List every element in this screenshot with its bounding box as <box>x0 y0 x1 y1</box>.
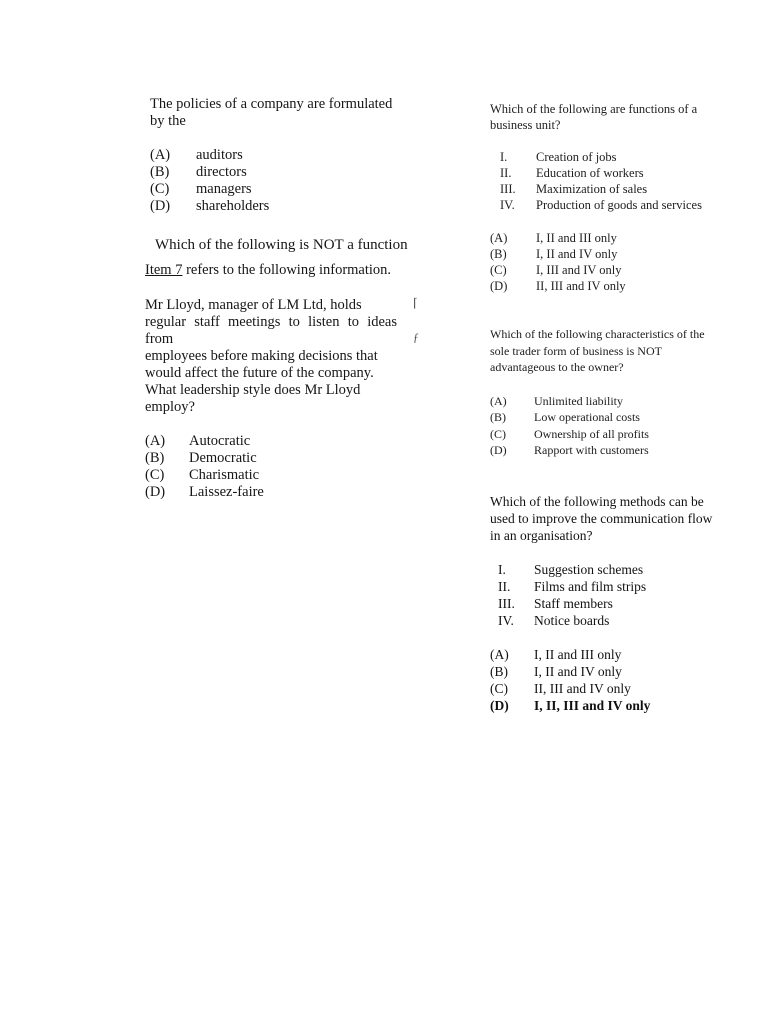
option-d <box>490 278 734 294</box>
option-a <box>490 393 730 410</box>
option-text: I, II and III only <box>536 231 617 245</box>
passage-line: Mr Lloyd, manager of LM Ltd, holds <box>145 297 362 313</box>
question-stem-line: advantageous to the owner? <box>490 360 624 374</box>
statement-text: Creation of jobs <box>536 150 617 164</box>
question-stem: What leadership style does Mr Lloyd <box>145 382 361 398</box>
option-key: (D) <box>145 484 166 500</box>
option-key: (B) <box>490 247 507 261</box>
scan-artifact: ƒ <box>413 330 419 344</box>
question-stem <box>490 493 730 544</box>
option-c <box>150 181 410 198</box>
option-d <box>490 442 730 459</box>
option-text: shareholders <box>196 198 270 214</box>
option-b <box>490 246 734 262</box>
option-a <box>145 433 397 450</box>
option-b <box>150 164 410 181</box>
stimulus-passage <box>145 297 397 382</box>
option-text: Democratic <box>189 450 257 466</box>
question-stem: by the <box>150 113 186 129</box>
question-business-unit-functions <box>490 101 734 294</box>
option-c <box>490 680 730 697</box>
option-key: (D) <box>490 698 509 713</box>
statement-text: Notice boards <box>534 613 610 628</box>
option-text: I, II and IV only <box>536 247 618 261</box>
option-c <box>145 467 397 484</box>
statement-text: Production of goods and services <box>536 198 702 212</box>
option-a <box>490 646 730 663</box>
question-stem-line: used to improve the communication flow <box>490 511 713 526</box>
option-d <box>145 484 397 501</box>
option-key: (B) <box>145 450 165 466</box>
option-b <box>490 409 730 426</box>
option-c <box>490 426 730 443</box>
item-reference-text: refers to the following information. <box>182 262 392 278</box>
answer-options <box>490 393 730 459</box>
statement-ii <box>490 165 734 181</box>
question-stem-line: Which of the following methods can be <box>490 494 704 509</box>
statement-iii <box>490 181 734 197</box>
option-key: (C) <box>490 426 506 441</box>
statement-text: Films and film strips <box>534 579 647 594</box>
question-leadership-style <box>145 382 397 501</box>
option-text: Autocratic <box>189 433 251 449</box>
statement-key: III. <box>500 182 516 196</box>
option-b <box>490 663 730 680</box>
statement-key: II. <box>498 579 511 594</box>
option-key: (A) <box>490 647 509 662</box>
option-text: I, III and IV only <box>536 263 622 277</box>
statement-key: I. <box>498 562 506 577</box>
question-stem: employ? <box>145 399 195 415</box>
statement-key: II. <box>500 166 512 180</box>
option-text: II, III and IV only <box>536 279 626 293</box>
statement-list <box>490 149 734 213</box>
passage-line: would affect the future of the company. <box>145 365 374 381</box>
question-policies <box>150 96 410 215</box>
option-c <box>490 262 734 278</box>
option-text: Low operational costs <box>534 410 640 424</box>
option-d <box>490 697 730 714</box>
option-key: (B) <box>490 410 506 424</box>
item-label: Item 7 <box>145 262 183 278</box>
option-b <box>145 450 397 467</box>
option-key: (A) <box>150 147 171 163</box>
option-text: auditors <box>196 147 243 163</box>
statement-key: IV. <box>500 198 515 212</box>
option-key: (D) <box>490 279 508 293</box>
statement-text: Education of workers <box>536 166 644 180</box>
option-key: (C) <box>150 181 170 197</box>
option-key: (A) <box>145 433 166 449</box>
option-text: Rapport with customers <box>534 443 649 457</box>
passage-line: employees before making decisions that <box>145 348 378 364</box>
option-text: Unlimited liability <box>534 393 623 408</box>
question-stem-line: Which of the following characteristics of the <box>490 327 705 341</box>
option-key: (C) <box>490 263 507 277</box>
option-key: (C) <box>490 681 508 696</box>
question-communication-flow <box>490 493 730 714</box>
question-sole-trader <box>490 326 730 459</box>
option-key: (C) <box>145 467 165 483</box>
option-text: I, II and III only <box>534 647 622 662</box>
option-key: (A) <box>490 231 508 245</box>
statement-text: Suggestion schemes <box>534 562 644 577</box>
statement-iv <box>490 612 730 629</box>
option-key: (A) <box>490 393 507 408</box>
passage-line: regular staff meetings to listen to ideas from <box>145 314 397 347</box>
option-text: managers <box>196 181 252 197</box>
answer-options <box>150 147 410 215</box>
option-text: Charismatic <box>189 467 260 483</box>
question-stem <box>490 326 730 376</box>
statement-text: Maximization of sales <box>536 182 648 196</box>
option-text: Laissez-faire <box>189 484 264 500</box>
option-a <box>150 147 410 164</box>
statement-i <box>490 561 730 578</box>
statement-key: III. <box>498 596 515 611</box>
answer-options <box>490 230 734 294</box>
statement-ii <box>490 578 730 595</box>
statement-i <box>490 149 734 165</box>
answer-options <box>145 433 397 501</box>
answer-options <box>490 646 730 714</box>
question-stem-line: sole trader form of business is NOT <box>490 343 662 358</box>
question-stem: Which of the following are functions of a <box>490 102 698 116</box>
statement-key: IV. <box>498 613 514 628</box>
item-reference <box>145 262 391 279</box>
option-text: I, II and IV only <box>534 664 622 679</box>
statement-iii <box>490 595 730 612</box>
option-key: (D) <box>150 198 171 214</box>
question-fragment: Which of the following is NOT a function <box>155 237 408 253</box>
option-a <box>490 230 734 246</box>
statement-iv <box>490 197 734 213</box>
option-text: II, III and IV only <box>534 681 631 696</box>
question-stem: business unit? <box>490 118 561 132</box>
option-text: I, II, III and IV only <box>534 698 651 713</box>
option-d <box>150 198 410 215</box>
question-stem-line: in an organisation? <box>490 528 593 543</box>
option-key: (B) <box>150 164 170 180</box>
option-key: (B) <box>490 664 508 679</box>
option-text: Ownership of all profits <box>534 426 649 441</box>
statement-key: I. <box>500 150 508 164</box>
option-key: (D) <box>490 443 507 457</box>
statement-text: Staff members <box>534 596 613 611</box>
scan-artifact: ⌈ <box>413 296 418 310</box>
statement-list <box>490 561 730 629</box>
question-stem: The policies of a company are formulated <box>150 96 393 112</box>
option-text: directors <box>196 164 247 180</box>
